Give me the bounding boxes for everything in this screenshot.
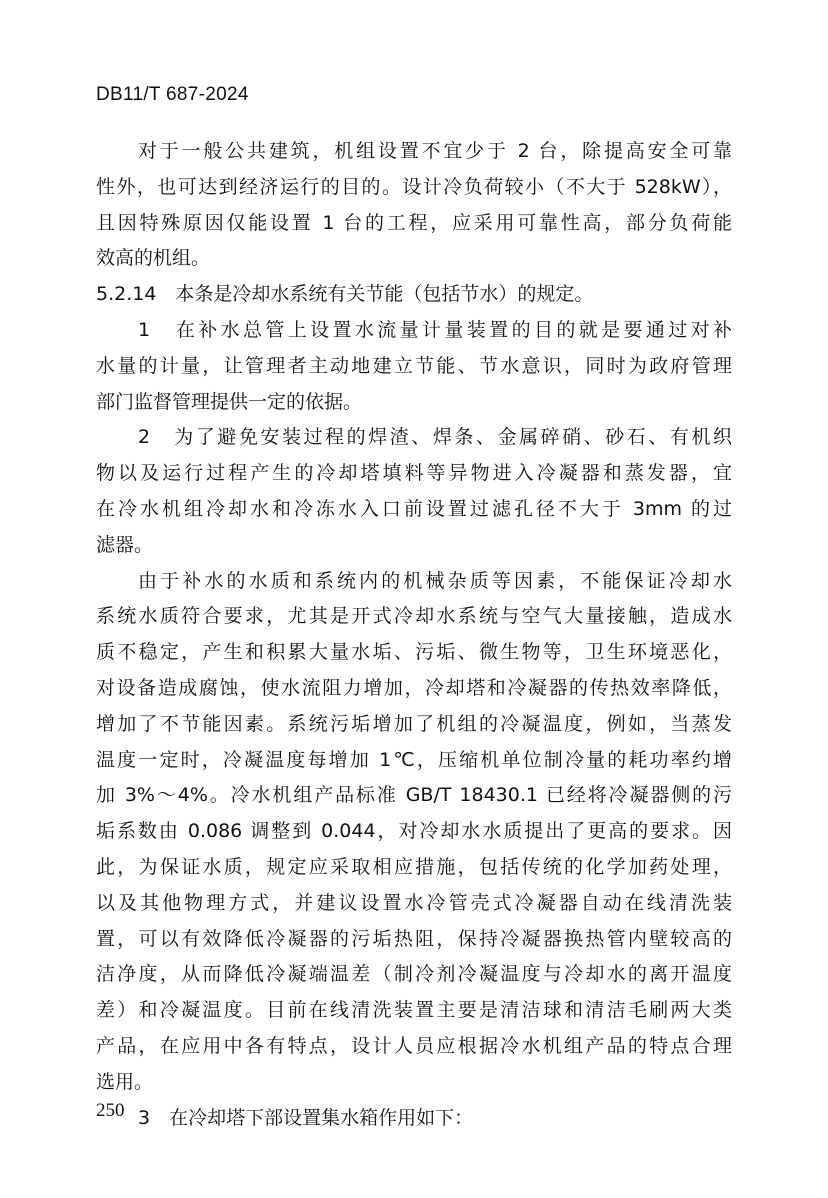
text-line: 选用。 (96, 1070, 154, 1093)
text-line: 此，为保证水质，规定应采取相应措施，包括传统的化学加药处理， (96, 855, 732, 878)
text-line: 物以及运行过程产生的冷却塔填料等异物进入冷凝器和蒸发器，宜 (96, 462, 732, 485)
text-line: 差）和冷凝温度。目前在线清洗装置主要是清洁球和清洁毛刷两大类 (96, 999, 732, 1022)
text-line: 加 3%～4%。冷水机组产品标准 GB/T 18430.1 已经将冷凝器侧的污 (96, 784, 732, 807)
text-line: 以及其他物理方式，并建议设置水冷管壳式冷凝器自动在线清洗装 (96, 891, 732, 914)
text-line: 增加了不节能因素。系统污垢增加了机组的冷凝温度，例如，当蒸发 (96, 712, 732, 735)
text-line: 3 在冷却塔下部设置集水箱作用如下： (138, 1106, 474, 1129)
text-line: 滤器。 (96, 533, 154, 556)
text-line: 系统水质符合要求，尤其是开式冷却水系统与空气大量接触，造成水 (96, 605, 732, 628)
text-line: 且因特殊原因仅能设置 1 台的工程，应采用可靠性高，部分负荷能 (96, 211, 732, 234)
text-line: 2 为了避免安装过程的焊渣、焊条、金属碎硝、砂石、有机织 (138, 426, 732, 449)
text-line: 效高的机组。 (96, 247, 211, 270)
document-code: DB11/T 687-2024 (96, 84, 249, 105)
text-line: 部门监督管理提供一定的依据。 (96, 390, 363, 413)
text-line: 在冷水机组冷却水和冷冻水入口前设置过滤孔径不大于 3mm 的过 (96, 497, 732, 520)
text-line: 产品，在应用中各有特点，设计人员应根据冷水机组产品的特点合理 (96, 1034, 732, 1057)
text-line: 置，可以有效降低冷凝器的污垢热阻，保持冷凝器换热管内壁较高的 (96, 927, 732, 950)
text-line: 对设备造成腐蚀，使水流阻力增加，冷却塔和冷凝器的传热效率降低， (96, 676, 732, 699)
section-heading: 5.2.14 本条是冷却水系统有关节能（包括节水）的规定。 (96, 283, 594, 306)
text-line: 水量的计量，让管理者主动地建立节能、节水意识，同时为政府管理 (96, 354, 732, 377)
text-line: 由于补水的水质和系统内的机械杂质等因素，不能保证冷却水 (138, 569, 732, 592)
page-number: 250 (96, 1100, 125, 1121)
body-text (96, 134, 732, 1136)
text-line: 垢系数由 0.086 调整到 0.044，对冷却水水质提出了更高的要求。因 (96, 820, 732, 843)
text-line: 质不稳定，产生和积累大量水垢、污垢、微生物等，卫生环境恶化， (96, 641, 732, 664)
text-line: 洁净度，从而降低冷凝端温差（制冷剂冷凝温度与冷却水的离开温度 (96, 963, 732, 986)
text-line: 性外，也可达到经济运行的目的。设计冷负荷较小（不大于 528kW）， (96, 175, 732, 198)
text-line: 1 在补水总管上设置水流量计量装置的目的就是要通过对补 (138, 318, 732, 341)
text-line: 对于一般公共建筑，机组设置不宜少于 2 台，除提高安全可靠 (138, 140, 732, 162)
text-line: 温度一定时，冷凝温度每增加 1℃，压缩机单位制冷量的耗功率约增 (96, 748, 732, 771)
